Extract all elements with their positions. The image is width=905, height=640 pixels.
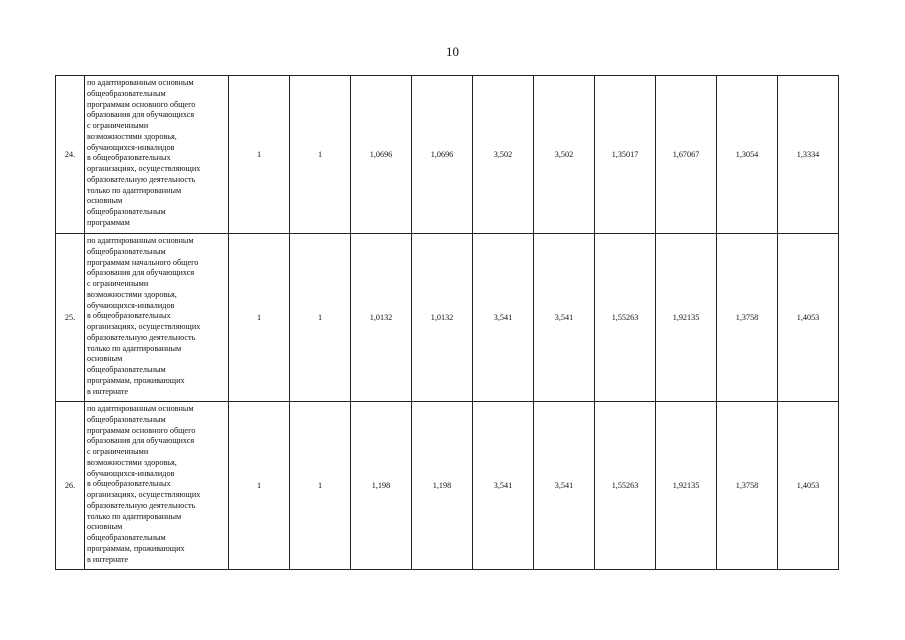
table-cell: 1,0132 xyxy=(412,234,473,402)
row-number: 25. xyxy=(56,234,85,402)
row-description: по адаптированным основным общеобразовательным программам начального общего образования для обучающихся с ограниченными возможностями здоровья, обучающихся-инвалидов в общеобразовательных организациях, осуществляющих образовательную деятельность только по адаптированным основным общеобразовательным программам, проживающих в интернате xyxy=(85,234,229,402)
table-cell: 1 xyxy=(229,402,290,570)
row-description: по адаптированным основным общеобразовательным программам основного общего образования для обучающихся с ограниченными возможностями здоровья, обучающихся-инвалидов в общеобразовательных организациях, осуществляющих образовательную деятельность только по адаптированным основным общеобразовательным программам, проживающих в интернате xyxy=(85,402,229,570)
table-cell: 1,3054 xyxy=(717,76,778,234)
table-cell: 3,541 xyxy=(473,402,534,570)
table-row xyxy=(56,76,839,234)
table-cell: 1,198 xyxy=(412,402,473,570)
table-cell: 1,92135 xyxy=(656,234,717,402)
row-number: 24. xyxy=(56,76,85,234)
table-row xyxy=(56,402,839,570)
table-row xyxy=(56,234,839,402)
table-cell: 1,198 xyxy=(351,402,412,570)
table-cell: 3,541 xyxy=(534,402,595,570)
table-cell: 1,4053 xyxy=(778,402,839,570)
table-cell: 1,55263 xyxy=(595,402,656,570)
row-number: 26. xyxy=(56,402,85,570)
table-cell: 1,4053 xyxy=(778,234,839,402)
table-cell: 1,67067 xyxy=(656,76,717,234)
table-cell: 1,3334 xyxy=(778,76,839,234)
table-cell: 3,502 xyxy=(473,76,534,234)
table-cell: 1 xyxy=(229,76,290,234)
table-cell: 1 xyxy=(290,402,351,570)
table-cell: 1,0696 xyxy=(412,76,473,234)
table-cell: 1,35017 xyxy=(595,76,656,234)
coefficients-table xyxy=(55,75,839,570)
table-cell: 1,3758 xyxy=(717,402,778,570)
table-cell: 1 xyxy=(229,234,290,402)
table-cell: 1,3758 xyxy=(717,234,778,402)
table-cell: 3,541 xyxy=(534,234,595,402)
row-description: по адаптированным основным общеобразовательным программам основного общего образования для обучающихся с ограниченными возможностями здоровья, обучающихся-инвалидов в общеобразовательных организациях, осуществляющих образовательную деятельность только по адаптированным основным общеобразовательным программам xyxy=(85,76,229,234)
table-cell: 3,541 xyxy=(473,234,534,402)
table-cell: 1 xyxy=(290,76,351,234)
table-cell: 1,0696 xyxy=(351,76,412,234)
table-cell: 1 xyxy=(290,234,351,402)
table-cell: 1,0132 xyxy=(351,234,412,402)
page-number: 10 xyxy=(446,44,459,59)
table-cell: 1,92135 xyxy=(656,402,717,570)
table-cell: 3,502 xyxy=(534,76,595,234)
table-cell: 1,55263 xyxy=(595,234,656,402)
